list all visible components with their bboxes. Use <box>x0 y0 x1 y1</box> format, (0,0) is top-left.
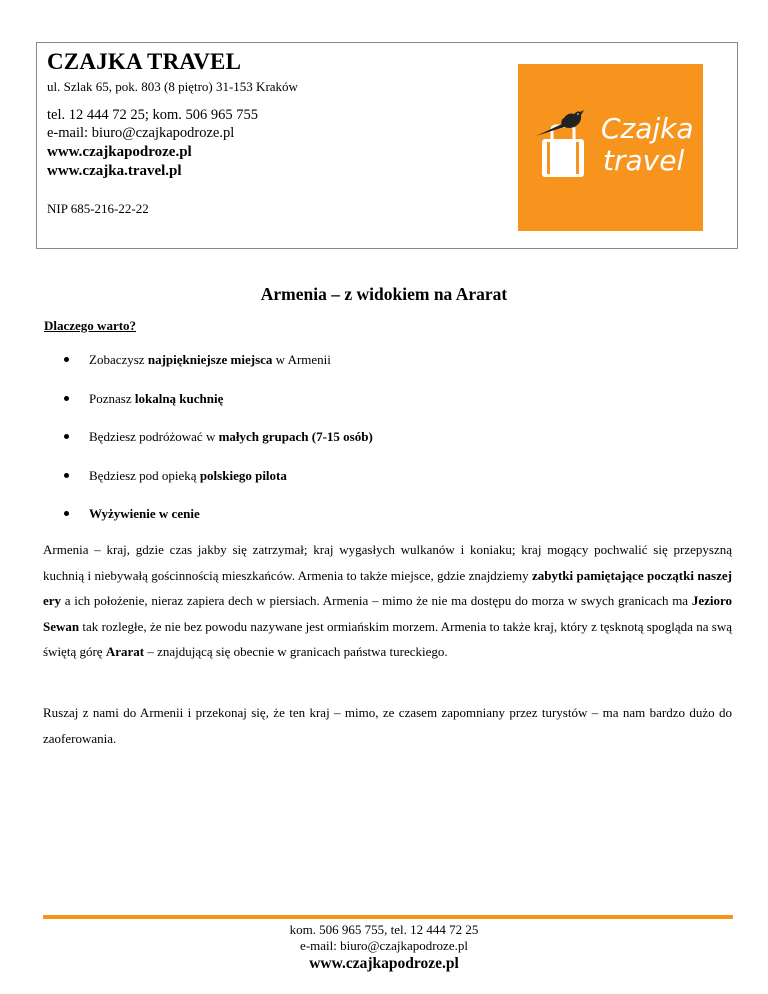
paragraph-text: a ich położenie, nieraz zapiera dech w piersiach. Armenia – mimo że nie ma dostępu do morza w swych granicach ma <box>61 593 692 608</box>
bullet-icon <box>64 396 69 401</box>
company-website-1: www.czajkapodroze.pl <box>47 144 192 160</box>
description-paragraph-1 <box>43 537 732 665</box>
bullet-text-pre: Zobaczysz <box>89 352 148 367</box>
bullet-text-pre: Poznasz <box>89 390 135 406</box>
bullet-text-pre: Będziesz pod opieką <box>89 467 200 483</box>
paragraph-text: – znajdującą się obecnie w granicach państwa tureckiego. <box>144 644 448 659</box>
footer-divider <box>43 915 733 919</box>
paragraph-text: Armenia – kraj, gdzie czas jakby się zatrzymał; kraj wygasłych wulkanów i koniaku; kraj mogący pochwalić się przepyszną kuchnią i niebywałą gościnnością mieszkańców. Armenia to także miejsce, gdzie znajdziemy <box>43 542 732 583</box>
company-website-2: www.czajka.travel.pl <box>47 163 182 179</box>
bullet-text-post: w Armenii <box>272 352 331 367</box>
bullet-icon <box>64 357 69 362</box>
logo-text-line2: travel <box>603 144 685 177</box>
page-title: Armenia – z widokiem na Ararat <box>260 284 508 304</box>
footer-website: www.czajkapodroze.pl <box>309 955 459 972</box>
paragraph-text: tak rozległe, że nie bez powodu nazywane jest ormiańskim morzem. Armenia to także kraj, który z tęsknotą spogląda na swą świętą górę <box>43 618 732 659</box>
company-address: ul. Szlak 65, pok. 803 (8 piętro) 31-153 Kraków <box>47 79 298 94</box>
footer-contact: kom. 506 965 755, tel. 12 444 72 25 <box>289 922 479 937</box>
bullet-text-bold: najpiękniejsze miejsca <box>147 352 273 367</box>
bullet-list <box>64 352 724 545</box>
why-heading: Dlaczego warto? <box>44 318 137 333</box>
bullet-text-bold: lokalną kuchnię <box>134 390 224 406</box>
list-item <box>64 468 724 507</box>
list-item <box>64 352 724 391</box>
logo-text-line1: Czajka <box>601 112 694 145</box>
bullet-text-pre: Będziesz podróżować w <box>89 429 219 444</box>
company-email: e-mail: biuro@czajkapodroze.pl <box>47 125 235 141</box>
czajka-travel-logo <box>518 64 703 231</box>
company-nip: NIP 685-216-22-22 <box>47 201 149 216</box>
company-phone: tel. 12 444 72 25; kom. 506 965 755 <box>47 107 259 123</box>
list-item <box>64 391 724 430</box>
bullet-text-bold: Wyżywienie w cenie <box>89 506 200 521</box>
paragraph-bold-text: Ararat <box>105 644 145 659</box>
description-paragraph-2: Ruszaj z nami do Armenii i przekonaj się, że ten kraj – mimo, ze czasem zapomniany przez turystów – ma nam bardzo dużo do zaoferowania. <box>43 705 732 746</box>
company-name: CZAJKA TRAVEL <box>47 49 242 74</box>
bird-on-suitcase-icon <box>518 64 703 231</box>
bullet-icon <box>64 434 69 439</box>
bullet-icon <box>64 511 69 516</box>
footer-email: e-mail: biuro@czajkapodroze.pl <box>300 938 468 953</box>
bullet-text-bold: małych grupach (7-15 osób) <box>218 429 373 444</box>
list-item <box>64 429 724 468</box>
paragraph-bold-text: Jezioro Sewan <box>43 593 732 634</box>
paragraph-bold-text: zabytki pamiętające początki naszej ery <box>43 567 732 608</box>
bullet-text-bold: polskiego pilota <box>199 467 287 483</box>
bullet-icon <box>64 473 69 478</box>
